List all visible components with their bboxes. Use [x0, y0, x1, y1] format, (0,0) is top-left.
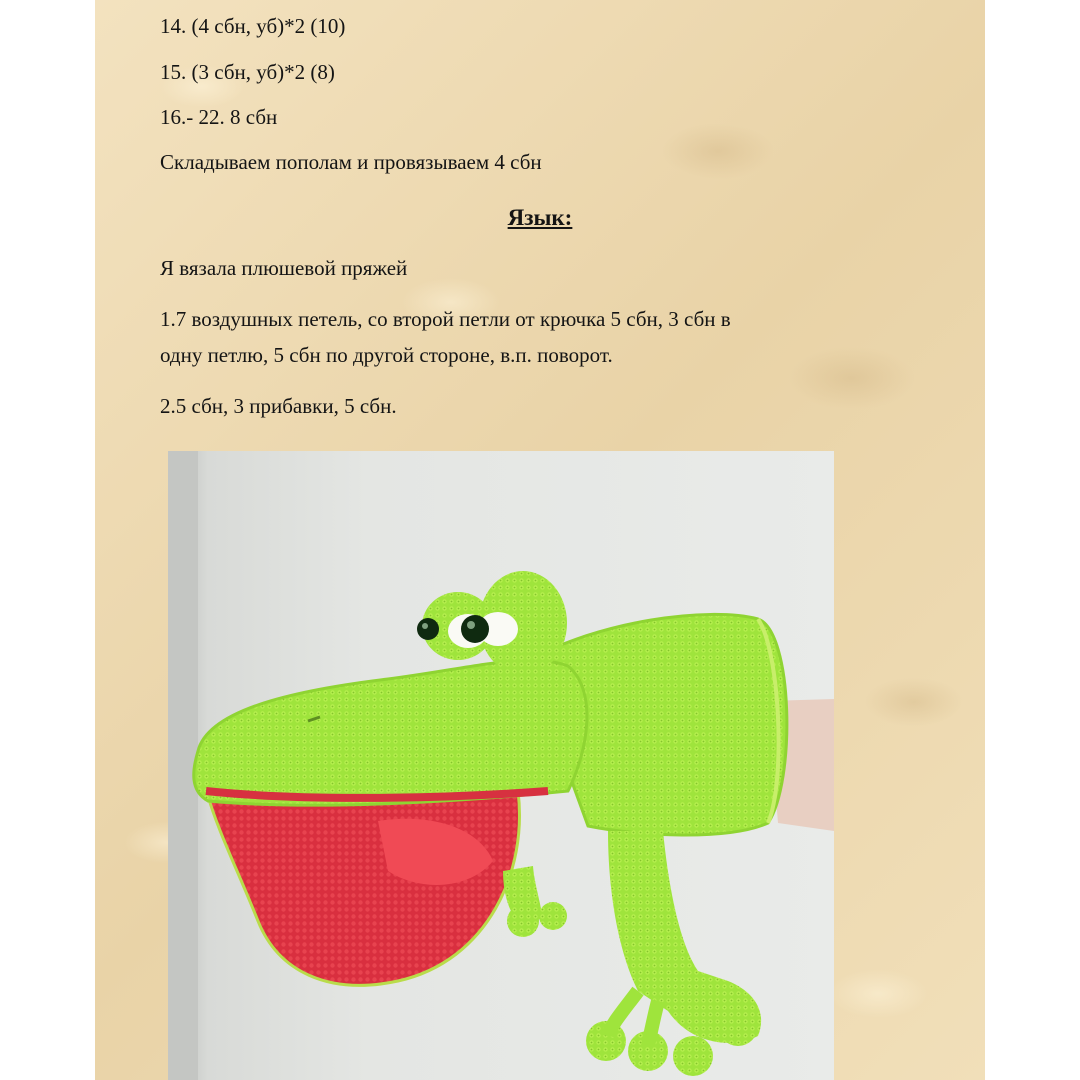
- tongue-step-2: 2.5 сбн, 3 прибавки, 5 сбн.: [160, 394, 397, 418]
- section-title-tongue: Язык:: [507, 205, 573, 230]
- pattern-row-15: 15. (3 сбн, уб)*2 (8): [160, 60, 335, 84]
- tongue-step-1-line-1: 1.7 воздушных петель, со второй петли от крючка 5 сбн, 3 сбн в: [160, 307, 731, 331]
- pattern-fold-instruction: Складываем пополам и провязываем 4 сбн: [160, 150, 542, 174]
- tongue-step-1-line-2: одну петлю, 5 сбн по другой стороне, в.п. поворот.: [160, 343, 613, 367]
- pattern-row-14: 14. (4 сбн, уб)*2 (10): [160, 14, 346, 38]
- frog-puppet-photo: [168, 451, 834, 1080]
- pattern-row-16-22: 16.- 22. 8 сбн: [160, 105, 278, 129]
- tongue-intro: Я вязала плюшевой пряжей: [160, 256, 408, 280]
